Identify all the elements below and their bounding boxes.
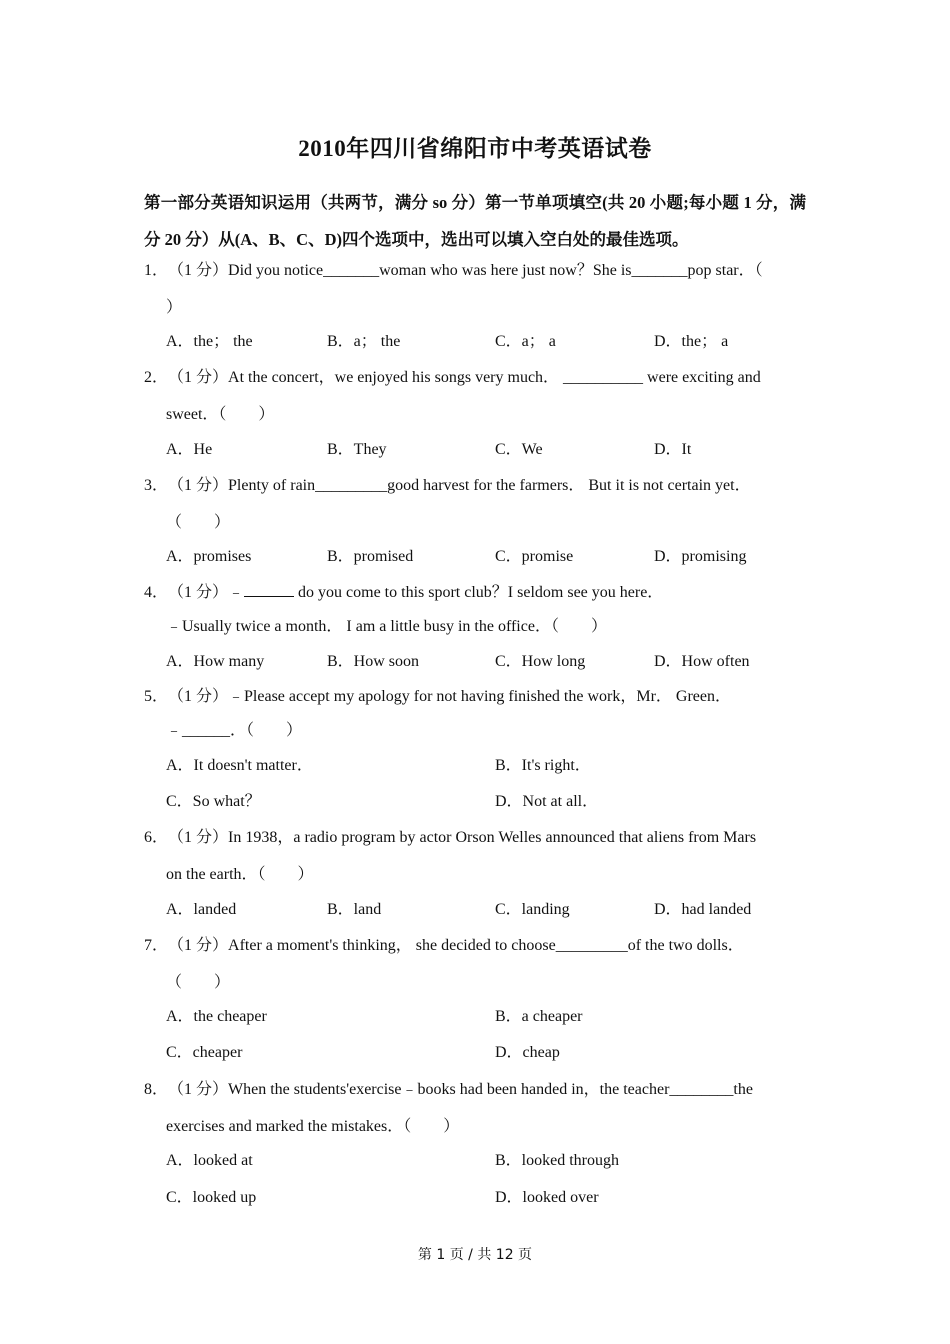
question-text: （1 分）At the concert，we enjoyed his songs very much． __________ were exciting and bbox=[168, 369, 761, 386]
page-title: 2010年四川省绵阳市中考英语试卷 bbox=[298, 136, 652, 161]
option-c[interactable]: C．We bbox=[495, 441, 543, 458]
question-text-cont: on the earth．（ ） bbox=[166, 866, 314, 883]
question-text-cont: ） bbox=[166, 299, 183, 316]
option-d[interactable]: D．It bbox=[654, 441, 692, 458]
option-d[interactable]: D．Not at all． bbox=[495, 793, 599, 810]
option-a[interactable]: A．landed bbox=[166, 901, 237, 918]
option-a[interactable]: A．the cheaper bbox=[166, 1008, 267, 1025]
question-number: 6． bbox=[144, 829, 169, 846]
question-text: （1 分）When the students'exercise﹣books had been handed in，the teacher________the bbox=[168, 1081, 753, 1098]
option-a[interactable]: A．He bbox=[166, 441, 213, 458]
question-number: 2． bbox=[144, 369, 169, 386]
option-c[interactable]: C．cheaper bbox=[166, 1044, 243, 1061]
question-4 bbox=[144, 576, 806, 644]
question-5-options-row2 bbox=[166, 791, 806, 813]
option-d[interactable]: D．promising bbox=[654, 548, 747, 565]
question-2 bbox=[144, 359, 806, 433]
question-number: 4． bbox=[144, 584, 169, 601]
option-a[interactable]: A．promises bbox=[166, 548, 252, 565]
question-5 bbox=[144, 680, 806, 748]
option-d[interactable]: D．looked over bbox=[495, 1189, 599, 1206]
question-text: （1 分）After a moment's thinking， she decided to choose_________of the two dolls． bbox=[168, 937, 744, 954]
question-2-options bbox=[166, 439, 806, 461]
option-b[interactable]: B．a； the bbox=[327, 333, 401, 350]
option-b[interactable]: B．a cheaper bbox=[495, 1008, 583, 1025]
question-number: 5． bbox=[144, 688, 169, 705]
option-c[interactable]: C．landing bbox=[495, 901, 570, 918]
question-text-rest: do you come to this sport club？I seldom see you here． bbox=[298, 584, 664, 601]
question-text-cont: （ ） bbox=[166, 974, 231, 991]
answer-blank bbox=[244, 580, 294, 597]
question-3 bbox=[144, 467, 806, 541]
section-instructions: 第一部分英语知识运用（共两节，满分 so 分）第一节单项填空(共 20 小题;每小题 1 分，满分 20 分）从(A、B、C、D)四个选项中，选出可以填入空白处的最佳选项。 bbox=[144, 193, 806, 249]
question-1 bbox=[144, 252, 806, 326]
option-b[interactable]: B．They bbox=[327, 441, 387, 458]
option-b[interactable]: B．It's right． bbox=[495, 757, 591, 774]
option-d[interactable]: D．the； a bbox=[654, 333, 729, 350]
option-d[interactable]: D．had landed bbox=[654, 901, 752, 918]
question-text-cont: ﹣Usually twice a month． I am a little busy in the office．（ ） bbox=[166, 618, 607, 635]
question-text: （1 分）﹣Please accept my apology for not having finished the work，Mr． Green． bbox=[168, 688, 732, 705]
option-c[interactable]: C．looked up bbox=[166, 1189, 257, 1206]
option-c[interactable]: C．a； a bbox=[495, 333, 556, 350]
question-text-cont: sweet．（ ） bbox=[166, 406, 275, 423]
question-4-options bbox=[166, 651, 806, 673]
question-text: （1 分）Did you notice_______woman who was here just now？She is_______pop star．（ bbox=[168, 262, 763, 279]
option-b[interactable]: B．looked through bbox=[495, 1152, 619, 1169]
question-7-options-row1 bbox=[166, 1006, 806, 1028]
option-c[interactable]: C．So what？ bbox=[166, 793, 261, 810]
question-6 bbox=[144, 819, 806, 893]
question-text: （1 分）﹣ bbox=[168, 584, 245, 601]
question-7-options-row2 bbox=[166, 1042, 806, 1064]
question-text-cont: exercises and marked the mistakes．（ ） bbox=[166, 1118, 460, 1135]
question-number: 7． bbox=[144, 937, 169, 954]
question-6-options bbox=[166, 899, 806, 921]
option-d[interactable]: D．How often bbox=[654, 653, 750, 670]
question-number: 1． bbox=[144, 262, 169, 279]
option-a[interactable]: A．How many bbox=[166, 653, 265, 670]
question-text-cont: （ ） bbox=[166, 514, 231, 531]
page-footer: 第 1 页 / 共 12 页 bbox=[417, 1247, 533, 1263]
option-b[interactable]: B．land bbox=[327, 901, 382, 918]
option-c[interactable]: C．How long bbox=[495, 653, 586, 670]
option-a[interactable]: A．the； the bbox=[166, 333, 253, 350]
question-text: （1 分）Plenty of rain_________good harvest for the farmers． But it is not certain yet． bbox=[168, 477, 751, 494]
question-3-options bbox=[166, 546, 806, 568]
option-a[interactable]: A．looked at bbox=[166, 1152, 253, 1169]
question-number: 8． bbox=[144, 1081, 169, 1098]
question-8 bbox=[144, 1071, 806, 1145]
question-8-options-row1 bbox=[166, 1150, 806, 1172]
option-d[interactable]: D．cheap bbox=[495, 1044, 560, 1061]
option-b[interactable]: B．promised bbox=[327, 548, 414, 565]
question-text-cont: ﹣______．（ ） bbox=[166, 722, 303, 739]
option-b[interactable]: B．How soon bbox=[327, 653, 420, 670]
question-number: 3． bbox=[144, 477, 169, 494]
question-1-options bbox=[166, 331, 806, 353]
question-5-options-row1 bbox=[166, 755, 806, 777]
question-8-options-row2 bbox=[166, 1187, 806, 1209]
question-7 bbox=[144, 927, 806, 1001]
question-text: （1 分）In 1938，a radio program by actor Orson Welles announced that aliens from Mars bbox=[168, 829, 757, 846]
option-a[interactable]: A．It doesn't matter． bbox=[166, 757, 313, 774]
option-c[interactable]: C．promise bbox=[495, 548, 574, 565]
